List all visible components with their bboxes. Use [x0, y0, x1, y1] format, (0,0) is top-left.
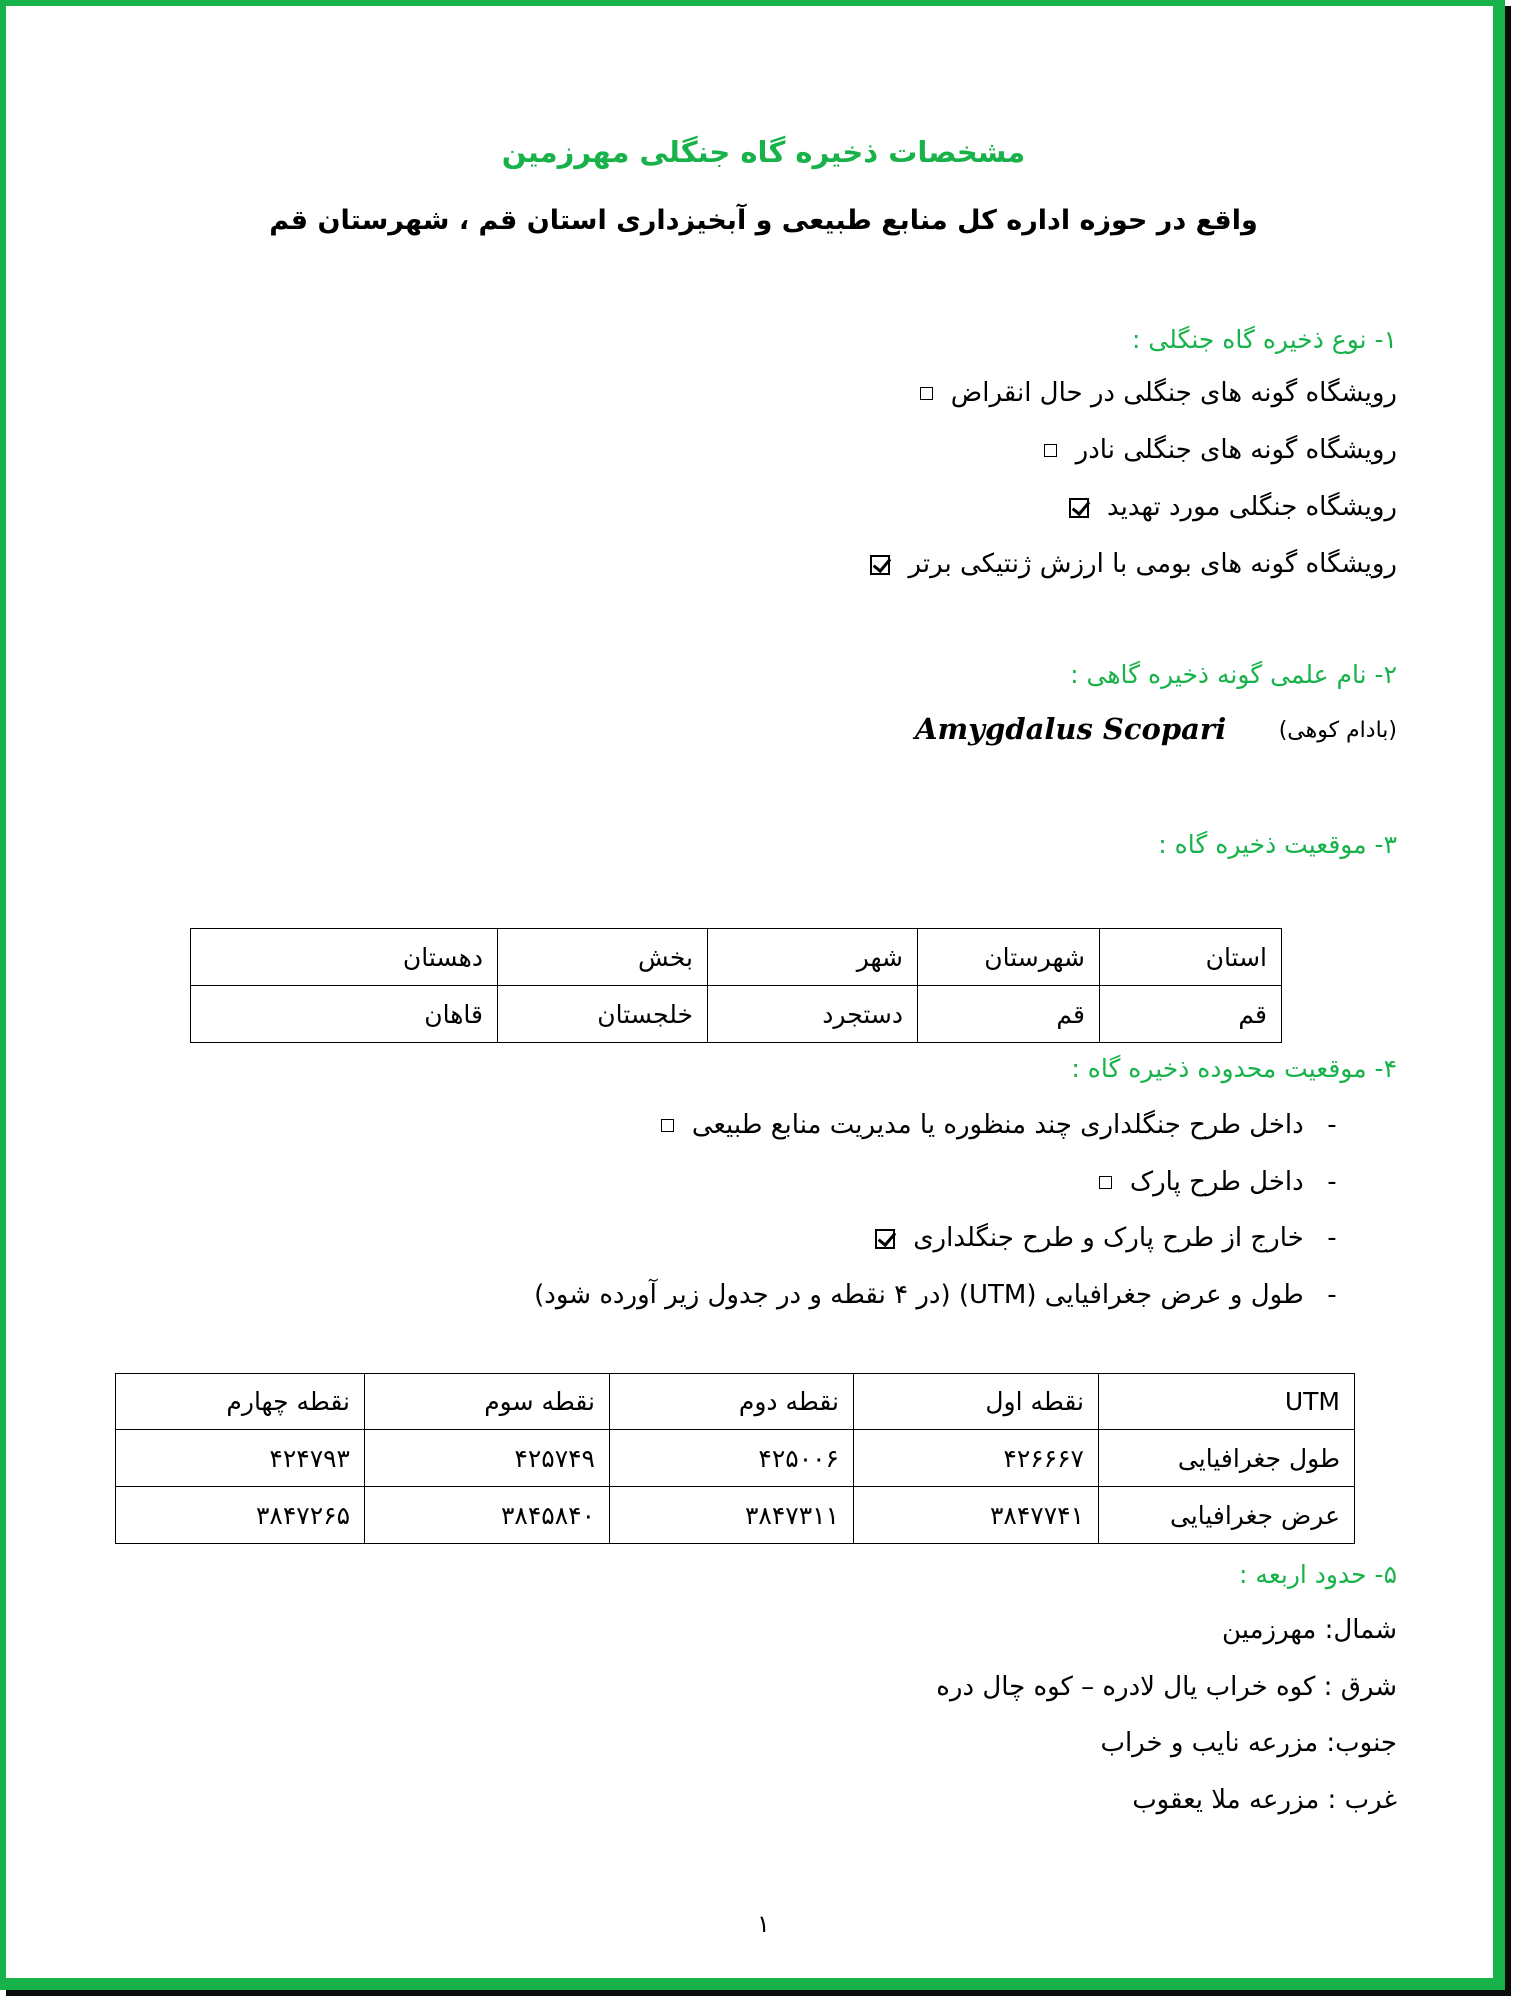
boundary-item-label: خارج از طرح پارک و طرح جنگلداری	[913, 1223, 1304, 1253]
table-row	[116, 1487, 1355, 1544]
border-east: شرق : کوه خراب یال لادره – کوه چال دره	[936, 1672, 1397, 1702]
table-cell: ۴۲۶۶۶۷	[854, 1430, 1099, 1487]
table-cell: قاهان	[191, 986, 498, 1043]
table-cell: ۳۸۴۵۸۴۰	[365, 1487, 610, 1544]
species-scientific-name: Amygdalus Scopari	[915, 712, 1227, 746]
checkbox-unchecked-icon[interactable]	[1099, 1176, 1112, 1189]
forest-type-item	[920, 378, 1397, 408]
table-header-cell: بخش	[498, 929, 708, 986]
forest-type-label: رویشگاه جنگلی مورد تهدید	[1106, 492, 1397, 522]
document-subtitle: واقع در حوزه اداره کل منابع طبیعی و آبخیزداری استان قم ، شهرستان قم	[269, 205, 1258, 236]
table-header-cell: نقطه دوم	[610, 1374, 854, 1430]
table-cell: قم	[1100, 986, 1282, 1043]
table-header-cell: دهستان	[191, 929, 498, 986]
table-header-cell: UTM	[1099, 1374, 1355, 1430]
boundary-item: - خارج از طرح پارک و طرح جنگلداری	[875, 1223, 1352, 1253]
table-header-cell: نقطه سوم	[365, 1374, 610, 1430]
forest-type-item	[870, 549, 1397, 579]
boundary-item: - طول و عرض جغرافیایی (UTM) (در ۴ نقطه و در جدول زیر آورده شود)	[534, 1280, 1337, 1310]
section2-heading: ۲- نام علمی گونه ذخیره گاهی :	[1070, 660, 1397, 689]
section3-heading: ۳- موقعیت ذخیره گاه :	[1158, 830, 1397, 859]
table-cell: ۴۲۴۷۹۳	[116, 1430, 365, 1487]
forest-type-label: رویشگاه گونه های بومی با ارزش ژنتیکی برتر	[908, 549, 1397, 579]
table-cell: دستجرد	[708, 986, 918, 1043]
document-title: مشخصات ذخیره گاه جنگلی مهرزمین	[501, 135, 1026, 169]
forest-type-item	[1044, 435, 1397, 465]
species-common-name: (بادام کوهی)	[1278, 718, 1397, 743]
checkbox-unchecked-icon[interactable]	[661, 1119, 674, 1132]
table-cell: طول جغرافیایی	[1099, 1430, 1355, 1487]
forest-type-label: رویشگاه گونه های جنگلی نادر	[1075, 435, 1397, 465]
table-header-cell: شهرستان	[918, 929, 1100, 986]
section4-heading: ۴- موقعیت محدوده ذخیره گاه :	[1071, 1054, 1397, 1083]
forest-type-item	[1069, 492, 1397, 522]
table-header-row	[191, 929, 1282, 986]
border-north: شمال: مهرزمین	[1221, 1615, 1397, 1645]
table-cell: ۳۸۴۷۲۶۵	[116, 1487, 365, 1544]
page-number: ۱	[757, 1910, 770, 1938]
table-cell: ۳۸۴۷۳۱۱	[610, 1487, 854, 1544]
table-cell: قم	[918, 986, 1100, 1043]
checkbox-unchecked-icon[interactable]	[1044, 444, 1057, 457]
table-header-cell: نقطه اول	[854, 1374, 1099, 1430]
location-table	[190, 928, 1282, 1043]
table-cell: ۴۲۵۰۰۶	[610, 1430, 854, 1487]
table-row	[116, 1430, 1355, 1487]
boundary-item: - داخل طرح پارک	[1099, 1167, 1352, 1197]
table-cell: عرض جغرافیایی	[1099, 1487, 1355, 1544]
checkbox-unchecked-icon[interactable]	[920, 387, 933, 400]
section5-heading: ۵- حدود اربعه :	[1239, 1560, 1397, 1589]
section1-heading: ۱- نوع ذخیره گاه جنگلی :	[1132, 325, 1397, 354]
border-west: غرب : مزرعه ملا یعقوب	[1132, 1785, 1397, 1815]
table-header-row	[116, 1374, 1355, 1430]
table-header-cell: نقطه چهارم	[116, 1374, 365, 1430]
table-header-cell: شهر	[708, 929, 918, 986]
table-cell: ۴۲۵۷۴۹	[365, 1430, 610, 1487]
utm-note: طول و عرض جغرافیایی (UTM) (در ۴ نقطه و در جدول زیر آورده شود)	[534, 1280, 1304, 1310]
table-cell: خلجستان	[498, 986, 708, 1043]
table-cell: ۳۸۴۷۷۴۱	[854, 1487, 1099, 1544]
boundary-item: - داخل طرح جنگلداری چند منظوره یا مدیریت منابع طبیعی	[661, 1110, 1352, 1140]
checkbox-checked-icon[interactable]	[870, 555, 890, 575]
table-row	[191, 986, 1282, 1043]
utm-table	[115, 1373, 1355, 1544]
checkbox-checked-icon[interactable]	[1069, 498, 1089, 518]
boundary-item-label: داخل طرح پارک	[1129, 1167, 1304, 1197]
table-header-cell: استان	[1100, 929, 1282, 986]
forest-type-label: رویشگاه گونه های جنگلی در حال انقراض	[950, 378, 1397, 408]
checkbox-checked-icon[interactable]	[875, 1229, 895, 1249]
border-south: جنوب: مزرعه نایب و خراب	[1100, 1728, 1397, 1758]
boundary-item-label: داخل طرح جنگلداری چند منظوره یا مدیریت منابع طبیعی	[691, 1110, 1304, 1140]
